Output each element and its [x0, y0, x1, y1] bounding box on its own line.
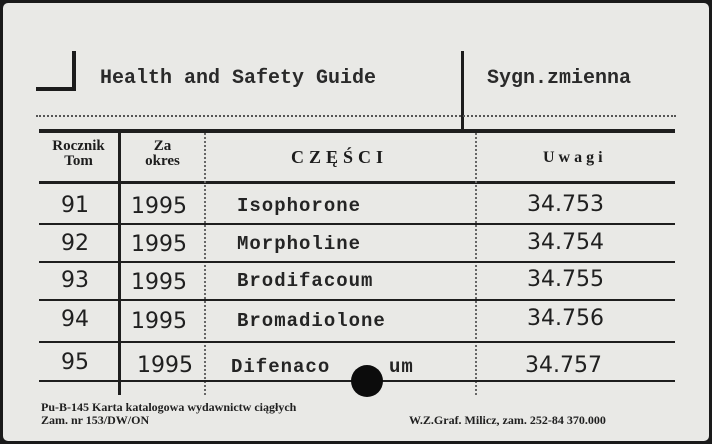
column-rule-1 — [118, 133, 121, 395]
row-5-year: 1995 — [137, 353, 193, 378]
table-top-rule — [39, 129, 675, 133]
row-3-tom: 93 — [61, 268, 89, 293]
row-1-note: 34.753 — [527, 192, 604, 217]
row-4-part: Bromadiolone — [237, 310, 386, 332]
signature-label: Sygn.zmienna — [487, 67, 632, 90]
row-5-part-right: um — [389, 356, 414, 378]
row-rule-1 — [39, 223, 675, 225]
header-rocznik-tom — [39, 139, 118, 169]
row-2-note: 34.754 — [527, 230, 604, 255]
row-1-tom: 91 — [61, 193, 89, 218]
corner-mark-vertical — [72, 51, 76, 91]
row-4-year: 1995 — [131, 309, 187, 334]
footer-form-name: Pu-B-145 Karta katalogowa wydawnictw ciągłych — [41, 400, 297, 414]
footer-printer: W.Z.Graf. Milicz, zam. 252-84 370.000 — [409, 413, 606, 427]
row-rule-4 — [39, 341, 675, 343]
header-bottom-rule — [39, 181, 675, 184]
footer-order-number: Zam. nr 153/DW/ON — [41, 413, 150, 427]
row-rule-3 — [39, 299, 675, 301]
header-uwagi: Uwagi — [543, 149, 607, 166]
row-2-year: 1995 — [131, 232, 187, 257]
dotted-separator — [36, 115, 676, 117]
header-czesci: CZĘŚCI — [291, 147, 389, 167]
header-rocznik: Rocznik — [52, 138, 105, 154]
title-divider — [461, 51, 464, 131]
header-za: Za — [153, 138, 172, 154]
row-5-tom: 95 — [61, 350, 89, 375]
punch-hole — [351, 365, 383, 397]
header-tom: Tom — [64, 153, 93, 169]
row-2-part: Morpholine — [237, 233, 362, 255]
corner-mark-horizontal — [36, 87, 76, 91]
row-3-part: Brodifacoum — [237, 270, 374, 292]
row-1-year: 1995 — [131, 194, 187, 219]
row-5-note: 34.757 — [525, 353, 602, 378]
column-rule-2 — [204, 133, 206, 395]
header-za-okres — [121, 139, 204, 169]
card-title: Health and Safety Guide — [100, 67, 377, 90]
header-okres: okres — [145, 153, 180, 169]
row-4-tom: 94 — [61, 307, 89, 332]
row-rule-2 — [39, 261, 675, 263]
row-3-year: 1995 — [131, 270, 187, 295]
catalog-card — [3, 3, 709, 441]
row-4-note: 34.756 — [527, 306, 604, 331]
row-2-tom: 92 — [61, 231, 89, 256]
column-rule-3 — [475, 133, 477, 395]
row-3-note: 34.755 — [527, 267, 604, 292]
row-5-part-left: Difenaco — [231, 356, 331, 378]
row-1-part: Isophorone — [237, 195, 362, 217]
